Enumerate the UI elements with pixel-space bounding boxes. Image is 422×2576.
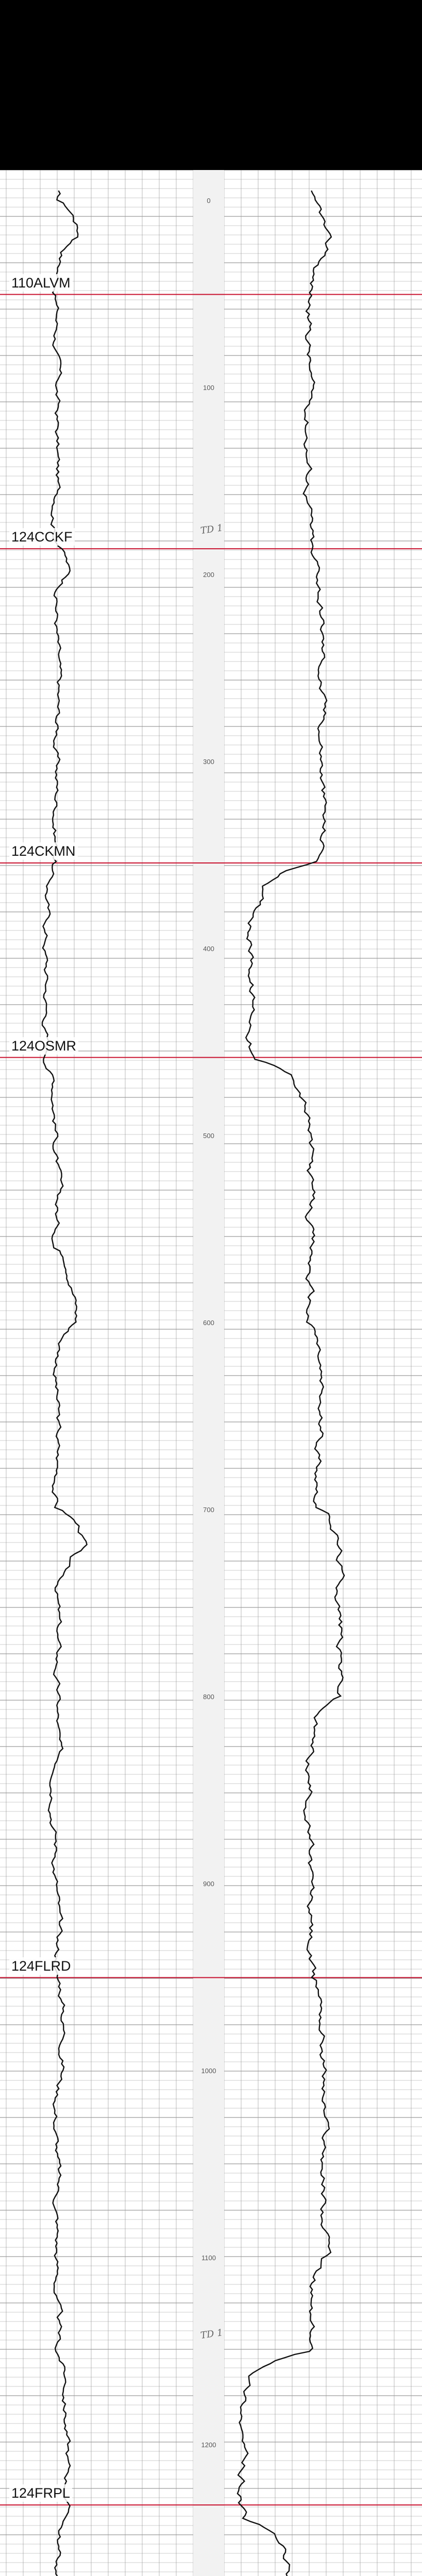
depth-label: 300: [203, 758, 214, 766]
handwritten-annotation: TD 1: [199, 2327, 224, 2342]
depth-label: 1000: [201, 2067, 216, 2075]
formation-label: 124CKMN: [9, 842, 78, 860]
handwritten-annotation: TD 1: [199, 522, 224, 537]
depth-label: 700: [203, 1506, 214, 1514]
log-header-redacted: [0, 0, 422, 170]
depth-label: 800: [203, 1693, 214, 1701]
depth-label: 1100: [201, 2254, 216, 2262]
depth-label: 400: [203, 945, 214, 953]
depth-label: 1200: [201, 2441, 216, 2449]
depth-label: 500: [203, 1132, 214, 1140]
formation-label: 124FLRD: [9, 1957, 73, 1975]
depth-label: 600: [203, 1319, 214, 1327]
depth-label: 900: [203, 1880, 214, 1888]
depth-label: 0: [207, 197, 211, 205]
formation-label: 124FRPL: [9, 2484, 72, 2502]
formation-label: 124OSMR: [9, 1037, 78, 1055]
depth-label: 200: [203, 571, 214, 579]
depth-label: 100: [203, 384, 214, 392]
formation-label: 124CCKF: [9, 528, 75, 546]
formation-label: 110ALVM: [9, 274, 73, 292]
